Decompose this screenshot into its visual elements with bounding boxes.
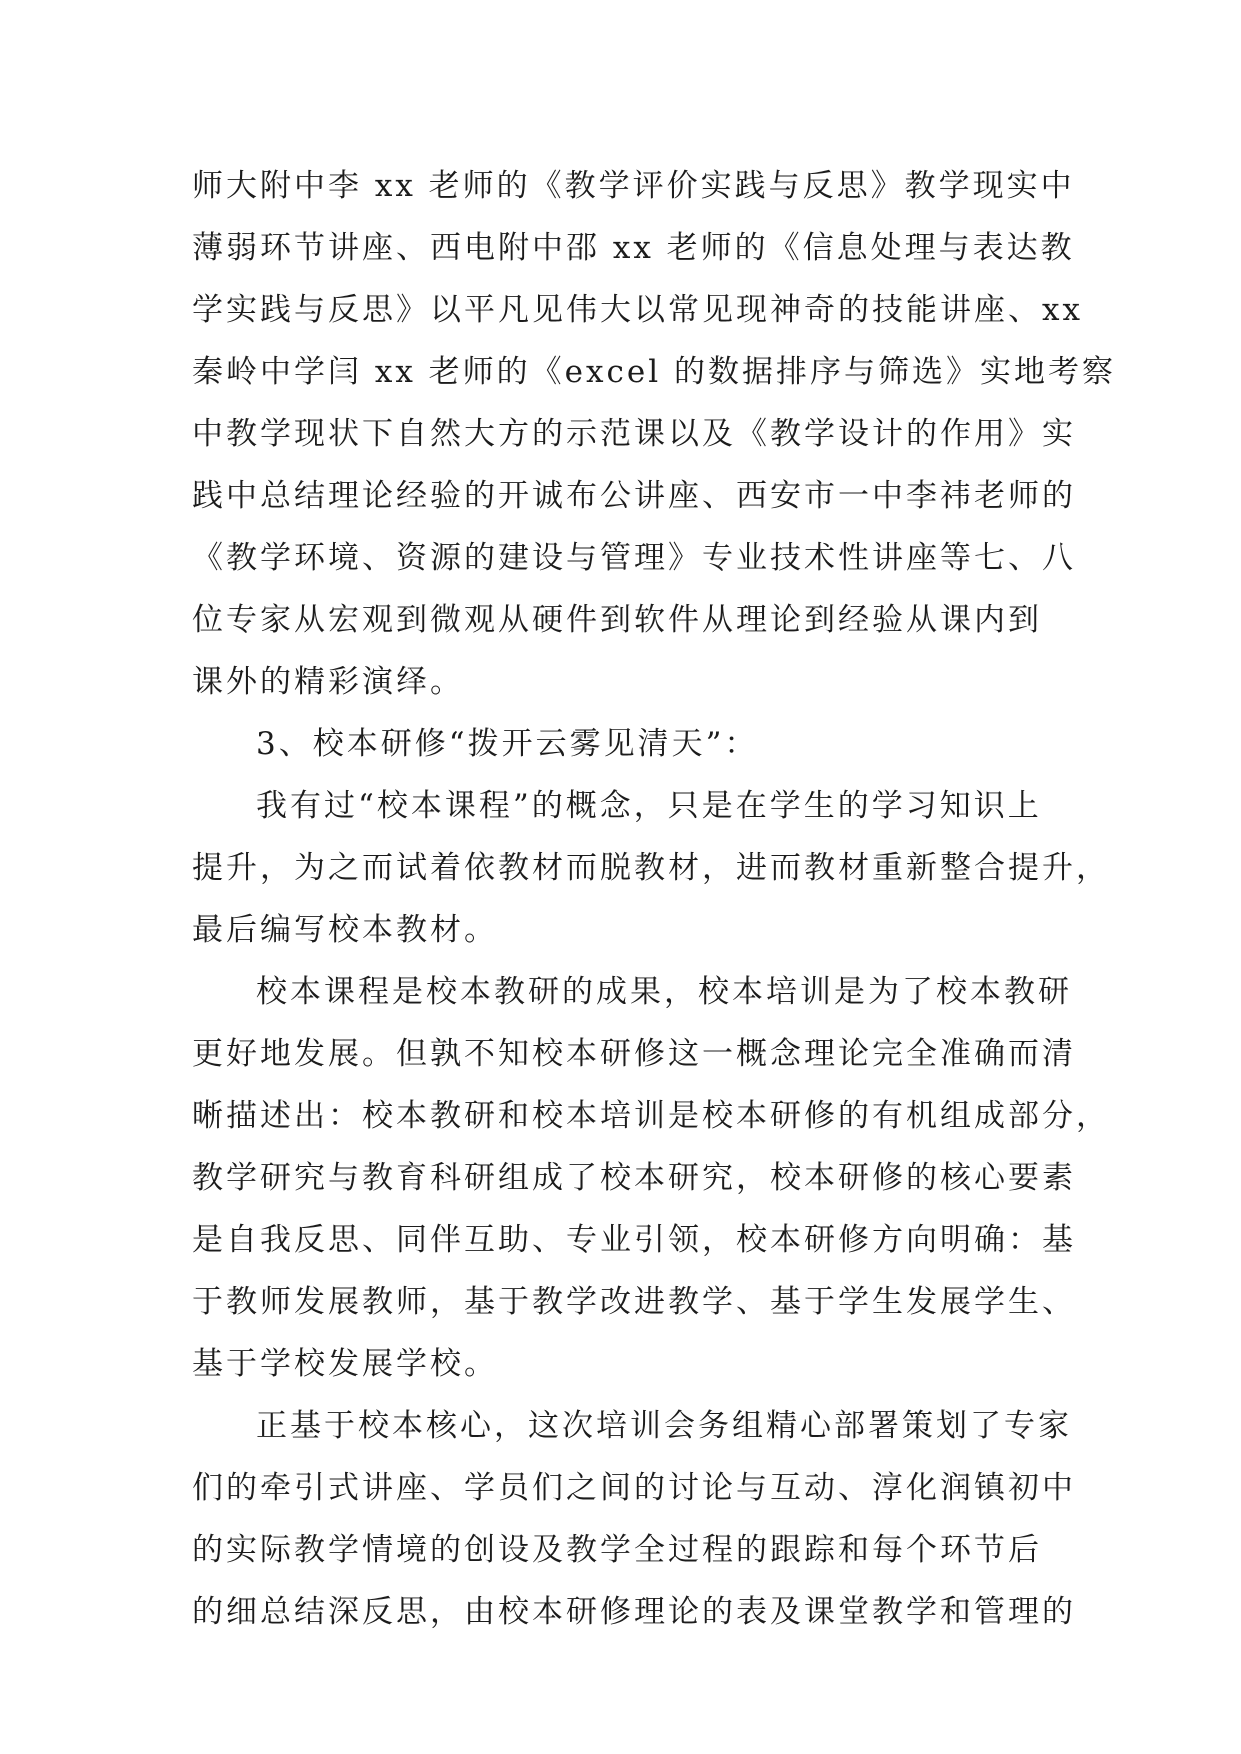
text-line: 《教学环境、资源的建设与管理》专业技术性讲座等七、八 — [192, 540, 1076, 576]
text-line: 是自我反思、同伴互助、专业引领，校本研修方向明确：基 — [192, 1222, 1076, 1258]
body-text — [192, 155, 1116, 1643]
text-line: 位专家从宏观到微观从硬件到软件从理论到经验从课内到 — [192, 602, 1042, 638]
text-line: 晰描述出：校本教研和校本培训是校本研修的有机组成部分， — [192, 1098, 1110, 1134]
text-line: 的实际教学情境的创设及教学全过程的跟踪和每个环节后 — [192, 1532, 1042, 1568]
paragraph-start-line: 我有过“校本课程”的概念，只是在学生的学习知识上 — [256, 788, 1042, 824]
text-line: 课外的精彩演绎。 — [192, 664, 464, 700]
text-line: 最后编写校本教材。 — [192, 912, 498, 948]
text-line: 于教师发展教师，基于教学改进教学、基于学生发展学生、 — [192, 1284, 1076, 1320]
text-line: 践中总结理论经验的开诚布公讲座、西安市一中李祎老师的 — [192, 478, 1076, 514]
text-line: 薄弱环节讲座、西电附中邵 xx 老师的《信息处理与表达教 — [192, 230, 1075, 266]
text-line: 教学研究与教育科研组成了校本研究，校本研修的核心要素 — [192, 1160, 1076, 1196]
text-line: 们的牵引式讲座、学员们之间的讨论与互动、淳化润镇初中 — [192, 1470, 1076, 1506]
section-heading: 3、校本研修“拨开云雾见清天”： — [256, 726, 759, 762]
text-line: 秦岭中学闫 xx 老师的《excel 的数据排序与筛选》实地考察 — [192, 354, 1116, 390]
text-line: 提升，为之而试着依教材而脱教材，进而教材重新整合提升， — [192, 850, 1110, 886]
text-line: 中教学现状下自然大方的示范课以及《教学设计的作用》实 — [192, 416, 1076, 452]
paragraph-start-line: 正基于校本核心，这次培训会务组精心部署策划了专家 — [256, 1408, 1072, 1444]
text-line: 学实践与反思》以平凡见伟大以常见现神奇的技能讲座、xx — [192, 292, 1083, 328]
text-line: 基于学校发展学校。 — [192, 1346, 498, 1382]
text-line: 的细总结深反思，由校本研修理论的表及课堂教学和管理的 — [192, 1594, 1076, 1630]
text-line: 师大附中李 xx 老师的《教学评价实践与反思》教学现实中 — [192, 168, 1075, 204]
paragraph-start-line: 校本课程是校本教研的成果，校本培训是为了校本教研 — [256, 974, 1072, 1010]
text-line: 更好地发展。但孰不知校本研修这一概念理论完全准确而清 — [192, 1036, 1076, 1072]
